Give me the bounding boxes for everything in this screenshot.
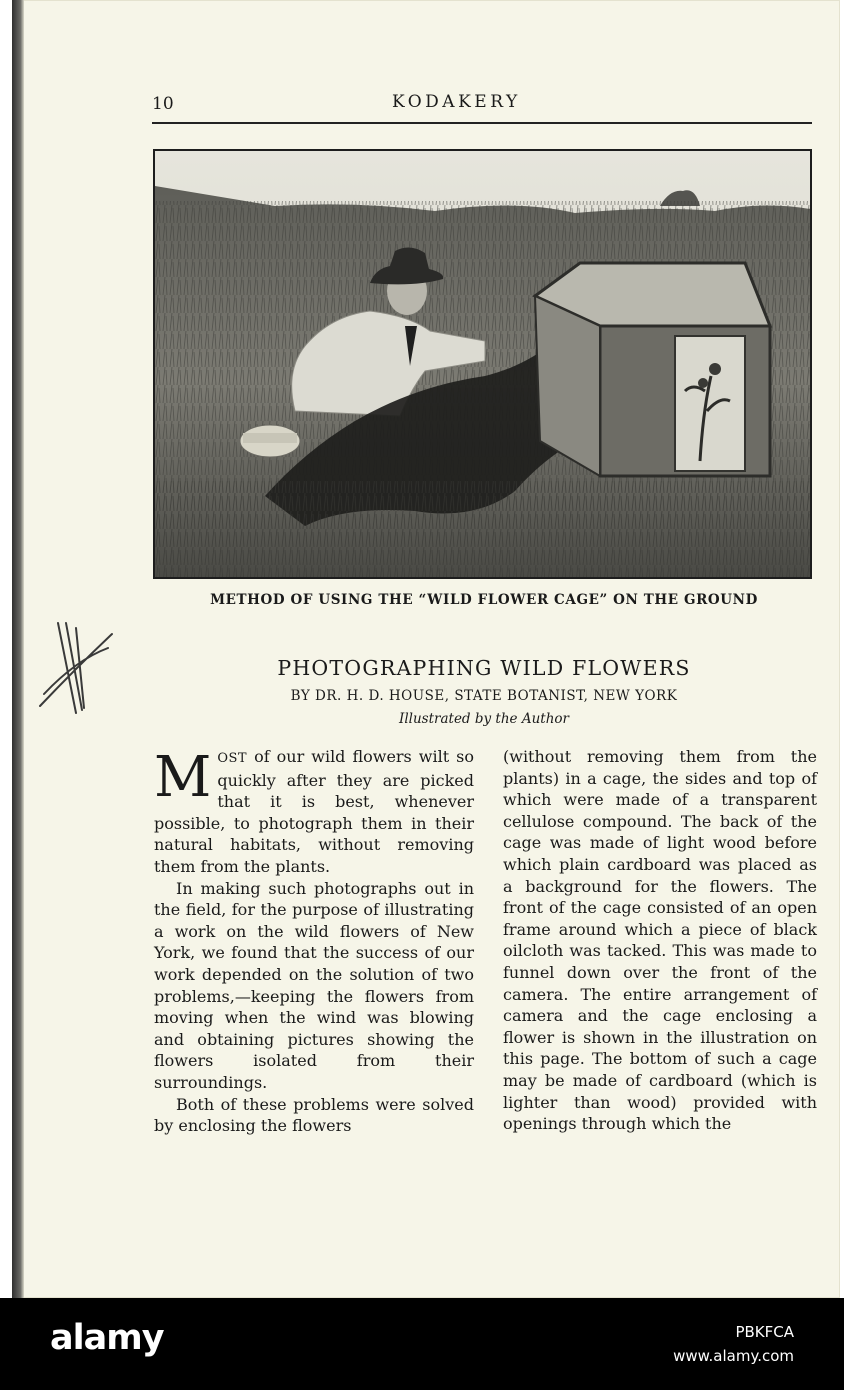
article-title: PHOTOGRAPHING WILD FLOWERS bbox=[277, 656, 691, 680]
foreground-grass bbox=[155, 481, 810, 577]
photo-scene bbox=[155, 151, 810, 577]
first-word-rest: OST bbox=[217, 751, 248, 766]
article-column-right bbox=[503, 746, 817, 1135]
article-byline: BY DR. H. D. HOUSE, STATE BOTANIST, NEW YORK bbox=[290, 688, 678, 704]
header-rule bbox=[152, 122, 812, 124]
running-title: KODAKERY bbox=[392, 92, 521, 112]
handwritten-mark bbox=[36, 618, 116, 718]
alamy-logo: alamy bbox=[50, 1318, 164, 1358]
image-id-label: PBKFCA bbox=[735, 1323, 794, 1341]
site-url: www.alamy.com bbox=[673, 1347, 794, 1365]
drop-cap: M bbox=[154, 745, 212, 810]
paragraph-3-continued: (without removing them from the plants) in a cage, the sides and top of which were made of a transparent cellulose compound. The back of the cage was made of light wood before which plain cardboard was placed as a background for the flowers. The front of the cage consisted of an open frame around which a piece of black oilcloth was tacked. This was made to funnel down over the front of the camera. The entire arrangement of camera and the cage enclosing a flower is shown in the illustration on this page. The bottom of such a cage may be made of cardboard (which is lighter than wood) provided with openings through which the bbox=[503, 747, 817, 1134]
wild-flower-cage bbox=[535, 263, 770, 476]
article-photograph bbox=[153, 149, 812, 579]
paragraph-2: In making such photographs out in the field, for the purpose of illustrating a work on the wild flowers of New York, we found that the success of our work depended on the solution of two problems,—keeping the flowers from moving when the wind was blowing and obtaining pictures showing the flowers isolated from their surroundings. bbox=[154, 878, 474, 1092]
illustration-credit: Illustrated by the Author bbox=[399, 711, 569, 727]
page-number: 10 bbox=[152, 94, 174, 114]
page-edge-shadow bbox=[12, 0, 24, 1298]
paragraph-1 bbox=[154, 746, 474, 878]
paragraph-1-text: of our wild flowers wilt so quickly after they are picked that it is best, whenever possible, to photograph them in their natural habitats, without removing them from the plants. bbox=[154, 747, 474, 876]
article-column-left bbox=[154, 746, 474, 1137]
magazine-page bbox=[12, 0, 840, 1298]
photo-caption: METHOD OF USING THE “WILD FLOWER CAGE” ON THE GROUND bbox=[210, 592, 758, 608]
paragraph-3: Both of these problems were solved by enclosing the flowers bbox=[154, 1094, 474, 1136]
